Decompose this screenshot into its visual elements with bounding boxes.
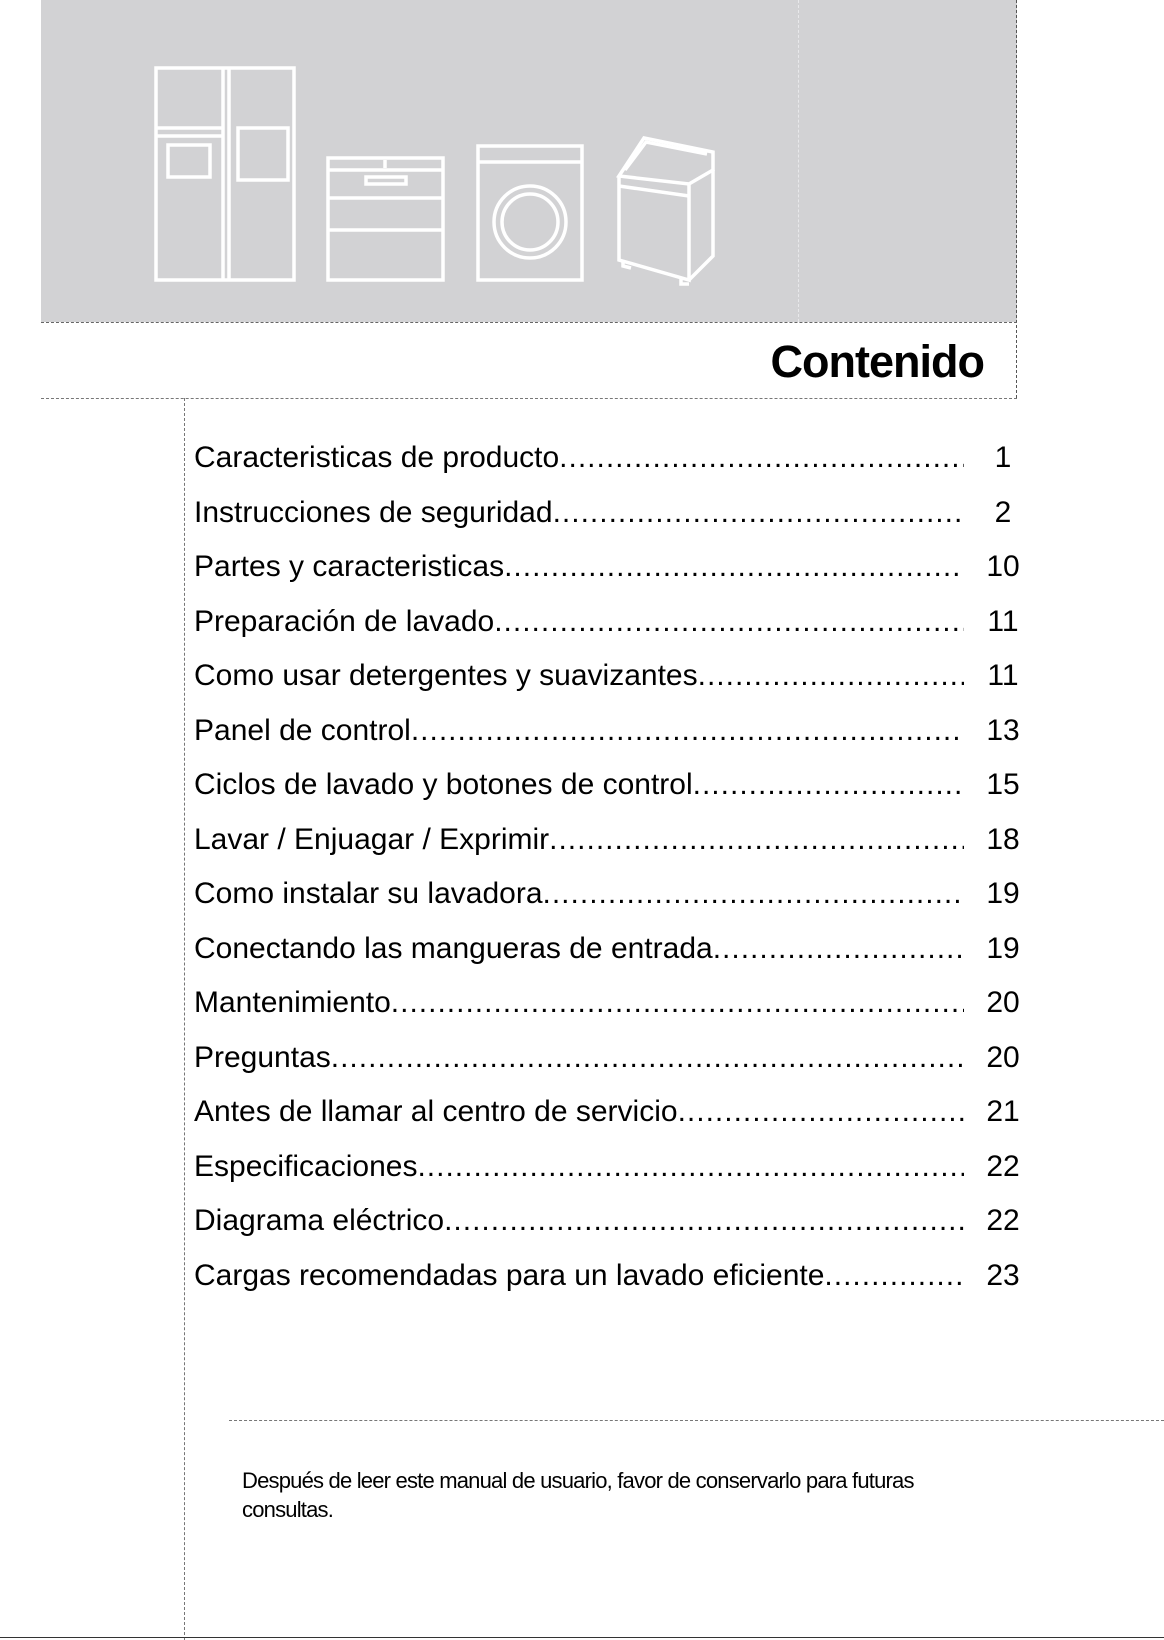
page-bottom-rule [0, 1637, 1164, 1638]
toc-dot-leader [331, 1031, 964, 1085]
page-title: Contenido [770, 336, 984, 387]
footer-divider [229, 1420, 1164, 1421]
toc-entry-page: 2 [994, 495, 1012, 529]
toc-entry-label: Diagrama eléctrico [194, 1204, 445, 1237]
toc-dot-leader [693, 758, 964, 812]
toc-entry-page: 23 [986, 1258, 1020, 1292]
toc-entry [194, 431, 1024, 486]
toc-entry-label: Preparación de lavado [194, 604, 495, 638]
toc-entry-page: 11 [987, 604, 1019, 638]
left-margin-rule [184, 398, 185, 1640]
toc-dot-leader [444, 1194, 964, 1248]
toc-entry-label: Antes de llamar al centro de servicio [194, 1095, 678, 1128]
toc-dot-leader [824, 1249, 964, 1303]
toc-entry-label: Panel de control [194, 713, 411, 747]
toc-entry [194, 813, 1024, 868]
title-divider [41, 398, 1017, 399]
toc-entry-page: 21 [986, 1095, 1020, 1128]
table-of-contents [194, 431, 1024, 1303]
header-divider [41, 322, 1017, 323]
toc-entry [194, 922, 1024, 977]
toc-entry [194, 704, 1024, 759]
toc-dot-leader [411, 704, 964, 758]
toc-entry [194, 486, 1024, 541]
toc-entry-label: Preguntas [194, 1040, 331, 1074]
toc-dot-leader [553, 486, 964, 540]
toc-dot-leader [504, 540, 964, 594]
footer-note: Después de leer este manual de usuario, favor de conservarlo para futuras consultas. [242, 1468, 914, 1522]
toc-entry-page: 13 [986, 713, 1020, 747]
toc-entry-page: 19 [986, 931, 1020, 965]
toc-entry [194, 1194, 1024, 1249]
toc-entry [194, 649, 1024, 704]
toc-entry-label: Ciclos de lavado y botones de control [194, 768, 693, 801]
toc-entry-page: 15 [986, 768, 1020, 801]
toc-entry-page: 10 [986, 550, 1020, 583]
toc-entry [194, 1140, 1024, 1195]
refrigerator-icon [156, 68, 294, 280]
toc-entry-label: Instrucciones de seguridad [194, 495, 553, 529]
toc-entry-page: 22 [986, 1149, 1020, 1183]
toc-entry-page: 20 [986, 986, 1020, 1019]
toc-dot-leader [494, 595, 964, 649]
toc-entry-page: 20 [986, 1040, 1020, 1074]
toc-entry [194, 540, 1024, 595]
toc-entry [194, 867, 1024, 922]
toc-dot-leader [713, 922, 964, 976]
toc-dot-leader [543, 867, 964, 921]
toc-entry-label: Como instalar su lavadora [194, 877, 543, 910]
toc-dot-leader [678, 1085, 964, 1139]
toc-entry-label: Especificaciones [194, 1149, 418, 1183]
toc-entry [194, 976, 1024, 1031]
toc-entry [194, 1085, 1024, 1140]
toc-entry [194, 1249, 1024, 1304]
toc-entry-label: Partes y caracteristicas [194, 550, 505, 583]
appliance-illustration [41, 0, 741, 300]
toc-entry-label: Como usar detergentes y suavizantes [194, 659, 698, 692]
front-load-washer-icon [478, 146, 582, 280]
toc-entry-label: Lavar / Enjuagar / Exprimir [194, 822, 550, 856]
toc-entry-label: Conectando las mangueras de entrada [194, 931, 713, 965]
toc-entry-label: Mantenimiento [194, 986, 391, 1019]
toc-dot-leader [391, 976, 964, 1030]
toc-entry-page: 1 [994, 441, 1012, 474]
top-load-washer-icon [619, 138, 713, 284]
toc-entry-page: 22 [986, 1204, 1020, 1237]
toc-dot-leader [698, 649, 964, 703]
header-band-divider [798, 0, 799, 322]
toc-entry [194, 758, 1024, 813]
toc-dot-leader [559, 431, 964, 485]
toc-entry-page: 18 [986, 822, 1020, 856]
toc-entry-label: Cargas recomendadas para un lavado eficiente [194, 1258, 825, 1292]
toc-dot-leader [417, 1140, 964, 1194]
toc-dot-leader [549, 813, 964, 867]
toc-entry [194, 595, 1024, 650]
right-margin-rule [1016, 0, 1017, 398]
toc-entry-page: 19 [986, 877, 1020, 910]
toc-entry-label: Caracteristicas de producto [194, 441, 560, 474]
toc-entry [194, 1031, 1024, 1086]
toc-entry-page: 11 [987, 659, 1019, 692]
oven-icon [328, 158, 443, 280]
